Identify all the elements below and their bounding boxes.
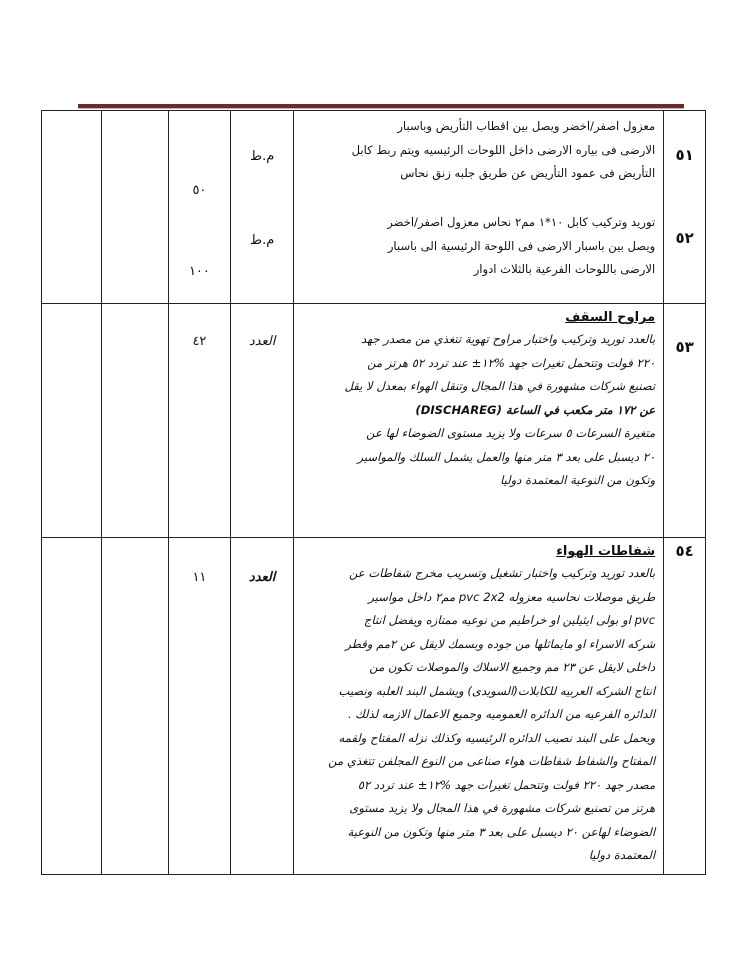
description-line: انتاج الشركه العربيه للكابلات(السويدى) ويشمل البند العلبه ونصيب bbox=[338, 683, 656, 698]
description-line: الضوضاء لهاعن ٢٠ ديسبل على بعد ٣ متر منها وتكون من النوعية bbox=[347, 824, 656, 839]
description-line: تصنيع شركات مشهورة في هذا المجال وتنقل الهواء بمعدل لا يقل bbox=[344, 379, 656, 393]
description-line: pvc او بولى ايثيلين او خراطيم من نوعيه ممتازه ويفضل انتاج bbox=[363, 613, 656, 627]
bill-of-quantities-table bbox=[41, 110, 706, 875]
unit-price-cell bbox=[101, 304, 168, 538]
unit-label: العدد bbox=[248, 334, 276, 349]
table-row bbox=[42, 111, 706, 304]
description-line: الارضى باللوحات الفرعية بالثلاث ادوار bbox=[473, 262, 656, 276]
unit-cell bbox=[231, 111, 294, 304]
unit-cell bbox=[231, 538, 294, 875]
description-line: التأريض فى عمود التأريض عن طريق جلبه زنق نحاس bbox=[400, 166, 656, 180]
quantity-cell bbox=[168, 111, 231, 304]
section-heading: شفاطات الهواء bbox=[556, 544, 656, 559]
description-line: المعتمدة دوليا bbox=[588, 848, 656, 862]
description-line: متغيرة السرعات ٥ سرعات ولا يزيد مستوى الضوضاء لها عن bbox=[366, 426, 656, 440]
description-line: شركه الاسراء او مايماثلها من جوده وبسمك لايقل عن ٢مم وقطر bbox=[345, 636, 656, 651]
description-line: وتكون من النوعية المعتمدة دوليا bbox=[500, 473, 656, 487]
item-description-cell bbox=[294, 111, 664, 304]
description-line: معزول اصفر/اخضر ويصل بين اقطاب التأريض وباسبار bbox=[397, 119, 656, 133]
section-heading: مراوح السقف bbox=[565, 310, 656, 325]
item-description-cell bbox=[294, 304, 664, 538]
quantity-value: ١٠٠ bbox=[188, 264, 210, 279]
description-line: هرتز من تصنيع شركات مشهورة في هذا المجال ولا يزيد مستوى bbox=[349, 801, 656, 815]
total-price-cell bbox=[42, 538, 102, 875]
description-line: مصدر جهد ٢٢٠ فولت وتتحمل تغيرات جهد %١٢± عند تردد ٥٢ bbox=[357, 777, 656, 792]
description-line: طريق موصلات نحاسيه معزوله pvc 2x2 مم٢ داخل مواسير bbox=[368, 589, 656, 604]
unit-label: م.ط bbox=[250, 149, 275, 164]
description-line: المفتاح والشفاط شفاطات هواء صناعى من النوع المجلفن تتغذي من bbox=[328, 754, 656, 768]
item-number-cell bbox=[664, 538, 706, 875]
description-line: ٢٠ ديسبل على بعد ٣ متر منها والعمل يشمل السلك والمواسير bbox=[357, 449, 656, 464]
item-number-cell bbox=[664, 111, 706, 304]
description-line: الارضى فى بياره الارضى داخل اللوحات الرئيسيه ويتم ربط كابل bbox=[351, 142, 656, 157]
item-number: ٥٢ bbox=[675, 229, 694, 247]
unit-cell bbox=[231, 304, 294, 538]
total-price-cell bbox=[42, 111, 102, 304]
description-line: ويحمل على البند نصيب الدائره الرئيسيه وكذلك نزله المفتاح ولقمه bbox=[338, 730, 656, 745]
quantity-value: ٤٢ bbox=[192, 334, 207, 349]
description-line: بالعدد توريد وتركيب واختبار تشغيل وتسريب مخرج شفاطات عن bbox=[348, 566, 656, 580]
description-line: عن ١٧٢ متر مكعب في الساعة (DISCHAREG) bbox=[415, 402, 656, 417]
description-line: توريد وتركيب كابل ١٠*١ مم٢ نحاس معزول اصفر/اخضر bbox=[387, 215, 656, 229]
unit-price-cell bbox=[101, 538, 168, 875]
description-line: ٢٢٠ فولت وتتحمل تغيرات جهد %١٢± عند تردد ٥٢ هرتز من bbox=[367, 355, 656, 370]
description-line: ويصل بين باسبار الارضى فى اللوحة الرئيسية الى باسبار bbox=[387, 238, 656, 253]
total-price-cell bbox=[42, 304, 102, 538]
unit-label: العدد bbox=[248, 570, 276, 585]
item-number: ٥٣ bbox=[675, 338, 694, 356]
quantity-value: ٥٠ bbox=[192, 183, 207, 198]
item-number: ٥١ bbox=[675, 146, 694, 164]
item-description-cell bbox=[294, 538, 664, 875]
table-row bbox=[42, 538, 706, 875]
description-line: بالعدد توريد وتركيب واختبار مراوح تهوية تتغذي من مصدر جهد bbox=[361, 332, 656, 346]
quantity-cell bbox=[168, 538, 231, 875]
quantity-cell bbox=[168, 304, 231, 538]
quantity-value: ١١ bbox=[192, 570, 207, 585]
unit-label: م.ط bbox=[250, 233, 275, 248]
item-number: ٥٤ bbox=[675, 542, 694, 560]
table-row bbox=[42, 304, 706, 538]
description-line: داخلى لايقل عن ٢٣ مم وجميع الاسلاك والموصلات تكون من bbox=[369, 660, 656, 674]
header-rule bbox=[78, 104, 684, 109]
unit-price-cell bbox=[101, 111, 168, 304]
description-line: الدائره الفرعيه من الدائره العموميه وجميع الاعمال الازمه لذلك . bbox=[347, 707, 656, 721]
item-number-cell bbox=[664, 304, 706, 538]
